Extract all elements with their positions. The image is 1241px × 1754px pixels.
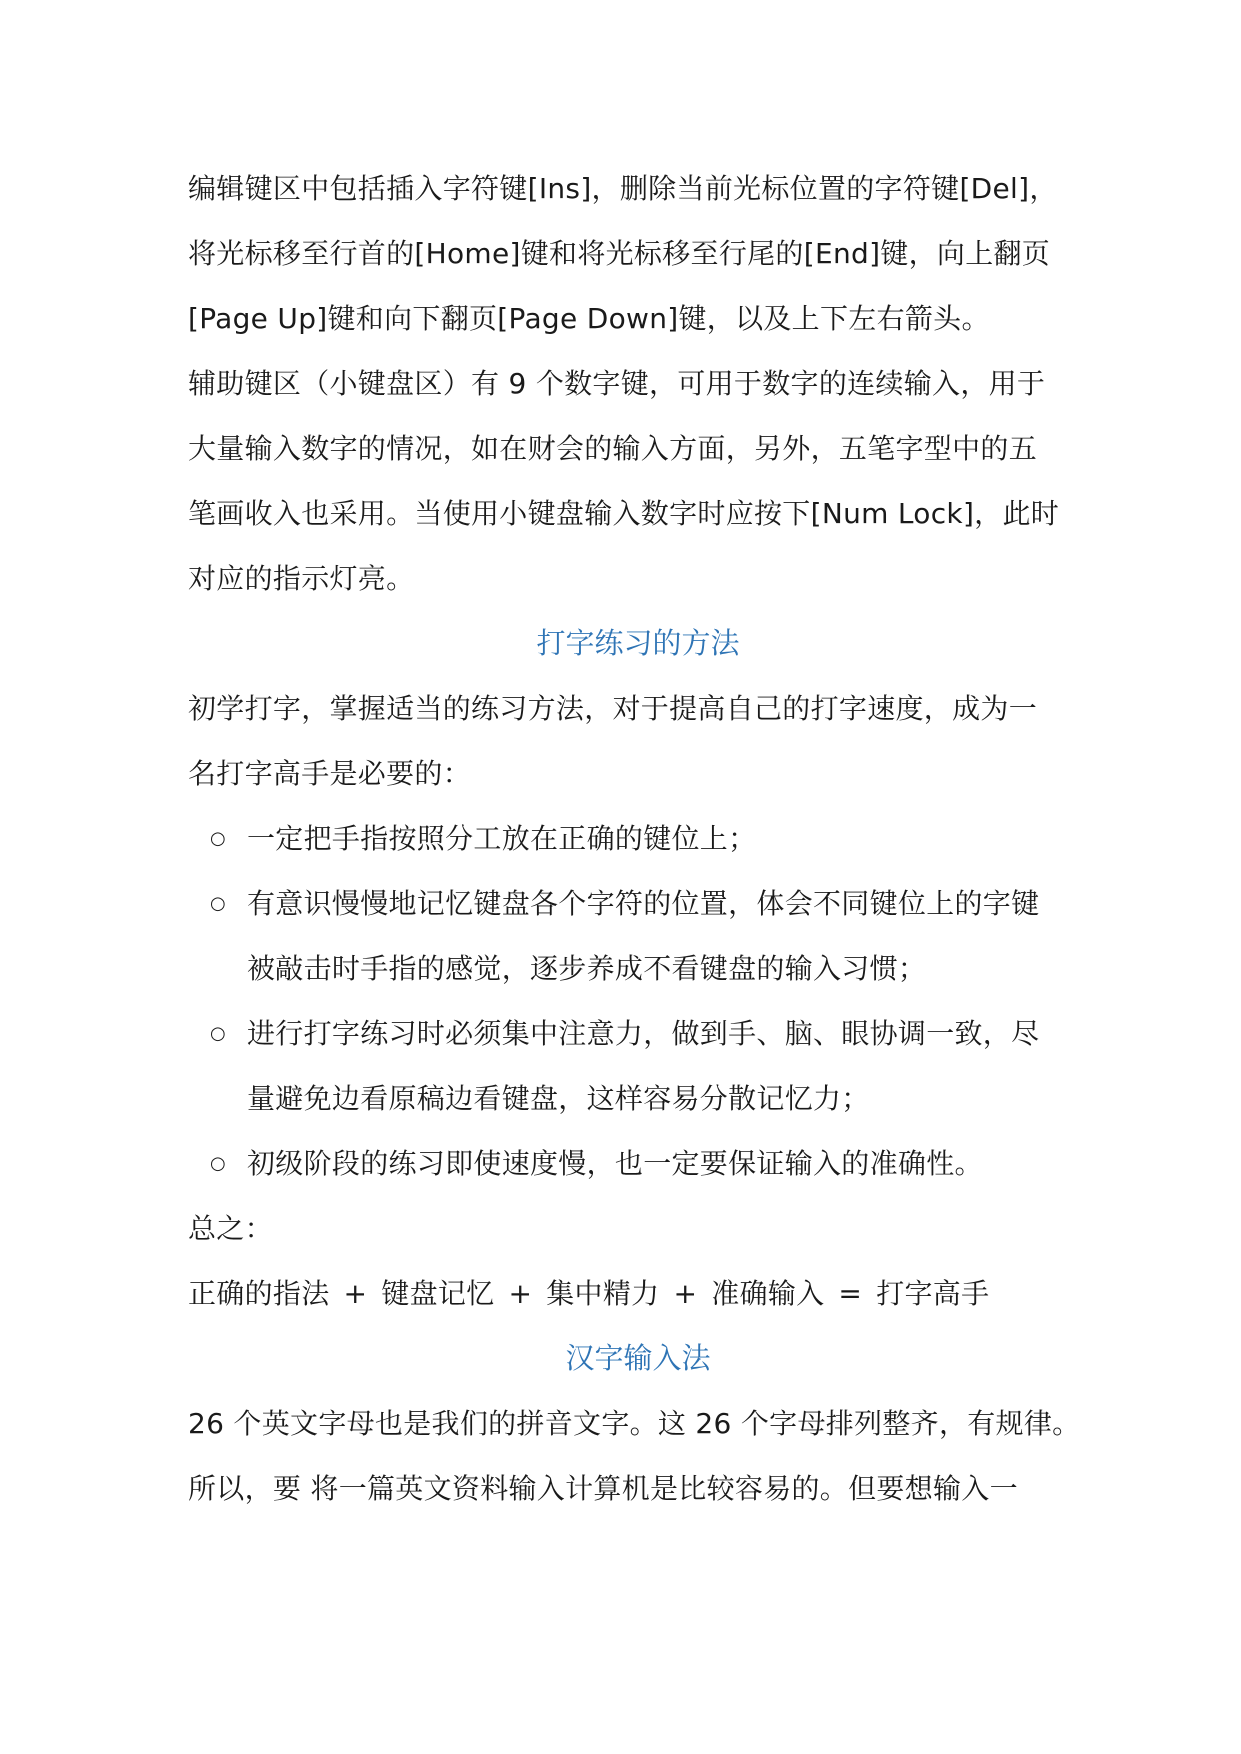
formula-plus: + xyxy=(673,1277,698,1310)
formula-result: 打字高手 xyxy=(876,1277,990,1310)
list-item-text: 被敲击时手指的感觉，逐步养成不看键盘的输入习惯； xyxy=(247,952,927,985)
paragraph-aux-keys-line-4: 对应的指示灯亮。 xyxy=(188,562,415,595)
chinese-input-line-2: 所以，要 将一篇英文资料输入计算机是比较容易的。但要想输入一 xyxy=(188,1472,1018,1505)
bullet-circle-icon: ○ xyxy=(210,1023,227,1044)
paragraph-edit-keys-line-2: 将光标移至行首的[Home]键和将光标移至行尾的[End]键，向上翻页 xyxy=(188,237,1051,270)
section-heading-chinese-input: 汉字输入法 xyxy=(565,1341,711,1375)
practice-intro-line-1: 初学打字，掌握适当的练习方法，对于提高自己的打字速度，成为一 xyxy=(188,692,1038,725)
formula-term: 集中精力 xyxy=(546,1277,660,1310)
summary-label: 总之： xyxy=(188,1212,273,1245)
bullet-circle-icon: ○ xyxy=(210,1153,227,1174)
formula-plus: + xyxy=(343,1277,368,1310)
bullet-circle-icon: ○ xyxy=(210,828,227,849)
list-item xyxy=(188,1001,1088,1066)
bullet-circle-icon: ○ xyxy=(210,893,227,914)
section-heading-practice: 打字练习的方法 xyxy=(536,626,740,660)
formula-term: 键盘记忆 xyxy=(381,1277,495,1310)
formula-term: 正确的指法 xyxy=(188,1277,330,1310)
formula-plus: + xyxy=(508,1277,533,1310)
list-item xyxy=(188,871,1088,936)
list-item-text: 有意识慢慢地记忆键盘各个字符的位置，体会不同键位上的字键 xyxy=(247,887,1040,920)
paragraph-aux-keys-line-1: 辅助键区（小键盘区）有 9 个数字键，可用于数字的连续输入，用于 xyxy=(188,367,1046,400)
list-item-text: 初级阶段的练习即使速度慢，也一定要保证输入的准确性。 xyxy=(247,1147,983,1180)
chinese-input-line-1: 26 个英文字母也是我们的拼音文字。这 26 个字母排列整齐，有规律。 xyxy=(188,1407,1081,1440)
paragraph-edit-keys-line-1: 编辑键区中包括插入字符键[Ins]，删除当前光标位置的字符键[Del]， xyxy=(188,172,1058,205)
list-item-continuation xyxy=(188,936,1088,1001)
list-item xyxy=(188,1131,1088,1196)
formula-term: 准确输入 xyxy=(711,1277,825,1310)
list-item-continuation xyxy=(188,1066,1088,1131)
document-page xyxy=(188,156,1088,1521)
paragraph-edit-keys-line-3: [Page Up]键和向下翻页[Page Down]键，以及上下左右箭头。 xyxy=(188,302,990,335)
typing-formula xyxy=(188,1261,1088,1326)
list-item xyxy=(188,806,1088,871)
list-item-text: 进行打字练习时必须集中注意力，做到手、脑、眼协调一致，尽 xyxy=(247,1017,1040,1050)
formula-equals: = xyxy=(838,1277,863,1310)
paragraph-aux-keys-line-2: 大量输入数字的情况，如在财会的输入方面，另外，五笔字型中的五 xyxy=(188,432,1038,465)
list-item-text: 一定把手指按照分工放在正确的键位上； xyxy=(247,822,757,855)
practice-intro-line-2: 名打字高手是必要的： xyxy=(188,757,472,790)
paragraph-aux-keys-line-3: 笔画收入也采用。当使用小键盘输入数字时应按下[Num Lock]，此时 xyxy=(188,497,1060,530)
list-item-text: 量避免边看原稿边看键盘，这样容易分散记忆力； xyxy=(247,1082,870,1115)
